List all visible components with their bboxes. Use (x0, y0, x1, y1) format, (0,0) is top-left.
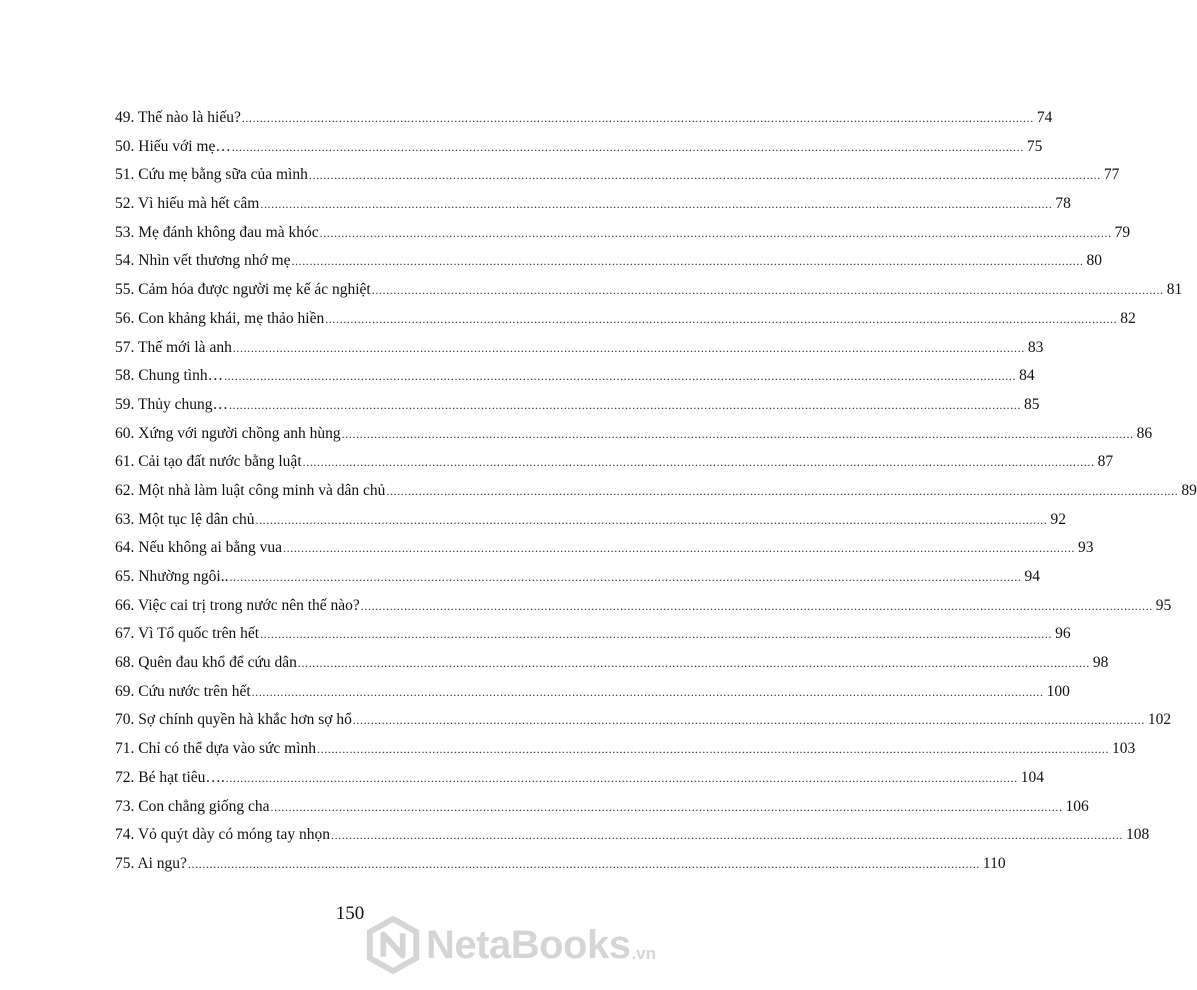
toc-dot-leader: ............................................................................................................................................................................................................................ (341, 426, 1134, 441)
toc-dot-leader: ............................................................................................................................................................................................................................ (255, 512, 1048, 527)
toc-entry-title: 61. Cải tạo đất nước bằng luật (115, 453, 302, 471)
toc-entry-title: 73. Con chẳng giống cha (115, 797, 270, 815)
toc-entry-title: 59. Thủy chung… (115, 395, 228, 413)
toc-entry-title: 63. Một tục lệ dân chủ (115, 510, 255, 528)
toc-entry-title: 68. Quên đau khổ để cứu dân (115, 654, 297, 672)
toc-entry-page: 95 (1155, 596, 1172, 614)
toc-dot-leader: ............................................................................................................................................................................................................................ (187, 856, 980, 871)
toc-entry (115, 334, 1044, 363)
toc-entry-title: 66. Việc cai trị trong nước nên thế nào? (115, 596, 360, 614)
toc-entry-page: 110 (982, 854, 1006, 872)
toc-entry-title: 74. Vỏ quýt dày có móng tay nhọn (115, 826, 330, 844)
toc-entry-page: 98 (1092, 654, 1109, 672)
watermark-brand: NetaBooks (426, 922, 631, 967)
toc-dot-leader: ............................................................................................................................................................................................................................ (228, 397, 1021, 412)
toc-entry-page: 74 (1036, 109, 1053, 126)
toc-entry-page: 83 (1027, 338, 1044, 356)
toc-entry (115, 161, 1120, 190)
toc-entry (115, 563, 1040, 592)
watermark-suffix: .vn (631, 944, 657, 963)
toc-dot-leader: ............................................................................................................................................................................................................................ (224, 369, 1017, 384)
toc-dot-leader: ............................................................................................................................................................................................................................ (241, 111, 1034, 125)
toc-entry-page: 81 (1166, 281, 1183, 299)
toc-dot-leader: ............................................................................................................................................................................................................................ (319, 225, 1112, 240)
toc-entry (115, 276, 1183, 305)
toc-entry (115, 706, 1172, 735)
toc-dot-leader: ............................................................................................................................................................................................................................ (297, 656, 1090, 671)
toc-entry-page: 79 (1114, 223, 1131, 241)
toc-dot-leader: ............................................................................................................................................................................................................................ (360, 598, 1153, 613)
toc-entry-title: 67. Vì Tổ quốc trên hết (115, 625, 260, 643)
toc-entry-title: 51. Cứu mẹ bằng sữa của mình (115, 166, 308, 184)
toc-dot-leader: ............................................................................................................................................................................................................................ (317, 742, 1110, 757)
toc-entry-page: 103 (1112, 740, 1136, 758)
toc-entry-page: 89 (1181, 481, 1197, 499)
toc-entry-page: 94 (1024, 568, 1040, 585)
toc-entry (115, 362, 1035, 391)
toc-dot-leader: ............................................................................................................................................................................................................................ (291, 254, 1084, 269)
toc-entry-page: 82 (1120, 309, 1136, 327)
toc-entry (115, 620, 1071, 649)
toc-entry-title: 55. Cảm hóa được người mẹ kế ác nghiệt (115, 281, 371, 299)
toc-dot-leader: ............................................................................................................................................................................................................................ (308, 168, 1101, 183)
toc-dot-leader: ............................................................................................................................................................................................................................ (260, 197, 1053, 212)
toc-entry (115, 190, 1071, 219)
toc-entry (115, 133, 1043, 162)
toc-entry-title: 75. Ai ngu? (115, 854, 187, 872)
toc-entry (115, 735, 1136, 764)
toc-dot-leader: ............................................................................................................................................................................................................................ (371, 283, 1164, 298)
toc-dot-leader: ............................................................................................................................................................................................................................ (231, 139, 1024, 154)
toc-entry (115, 219, 1131, 248)
toc-entry-title: 52. Vì hiếu mà hết câm (115, 195, 260, 213)
toc-dot-leader: ............................................................................................................................................................................................................................ (386, 483, 1179, 498)
toc-entry (115, 420, 1153, 449)
toc-entry-title: 69. Cứu nước trên hết (115, 682, 251, 700)
toc-entry-page: 85 (1023, 395, 1040, 413)
toc-entry (115, 850, 1006, 879)
page-number: 150 (335, 903, 365, 924)
toc-entry-page: 92 (1050, 510, 1066, 528)
toc-entry-title: 56. Con khảng khái, mẹ thảo hiền (115, 309, 325, 327)
toc-entry-title: 49. Thế nào là hiếu? (115, 109, 241, 126)
netabooks-logo-icon (364, 916, 422, 974)
toc-entry-title: 64. Nếu không ai bằng vua (115, 539, 283, 557)
toc-entry-title: 58. Chung tình… (115, 367, 224, 385)
toc-entry-title: 60. Xứng với người chồng anh hùng (115, 424, 341, 442)
toc-entry (115, 104, 1053, 133)
toc-dot-leader: ............................................................................................................................................................................................................................ (270, 799, 1063, 814)
toc-dot-leader: ............................................................................................................................................................................................................................ (330, 828, 1123, 843)
toc-entry (115, 793, 1089, 822)
toc-entry-page: 93 (1078, 539, 1094, 557)
toc-entry-title: 57. Thế mới là anh (115, 338, 232, 356)
toc-entry (115, 764, 1045, 793)
toc-entry-page: 77 (1103, 166, 1120, 184)
toc-entry (115, 821, 1150, 850)
toc-entry-page: 87 (1097, 453, 1114, 471)
toc-dot-leader: ............................................................................................................................................................................................................................ (283, 541, 1076, 556)
toc-dot-leader: ............................................................................................................................................................................................................................ (232, 340, 1025, 355)
toc-entry (115, 247, 1102, 276)
toc-entry-page: 80 (1086, 252, 1102, 270)
toc-entry-page: 106 (1065, 797, 1089, 815)
toc-dot-leader: ............................................................................................................................................................................................................................ (325, 311, 1118, 326)
toc-entry-page: 86 (1136, 424, 1153, 442)
toc-dot-leader: ............................................................................................................................................................................................................................ (352, 713, 1145, 728)
toc-entry-title: 72. Bé hạt tiêu…. (115, 768, 225, 786)
toc-entry (115, 305, 1136, 334)
watermark (364, 916, 656, 974)
toc-entry (115, 678, 1070, 707)
toc-entry-page: 100 (1046, 682, 1070, 700)
toc-dot-leader: ............................................................................................................................................................................................................................ (225, 770, 1018, 785)
toc-entry (115, 477, 1197, 506)
toc-entry-title: 53. Mẹ đánh không đau mà khóc (115, 223, 319, 241)
toc-entry-title: 70. Sợ chính quyền hà khắc hơn sợ hổ (115, 711, 352, 729)
toc-entry-title: 54. Nhìn vết thương nhớ mẹ (115, 252, 291, 270)
toc-entry-page: 102 (1147, 711, 1172, 729)
toc-entry-page: 108 (1125, 826, 1150, 844)
toc-entry (115, 391, 1040, 420)
toc-entry-title: 71. Chỉ có thể dựa vào sức mình (115, 740, 317, 758)
table-of-contents (115, 104, 1197, 879)
toc-entry-page: 96 (1055, 625, 1071, 643)
toc-entry (115, 448, 1114, 477)
toc-dot-leader: ............................................................................................................................................................................................................................ (251, 684, 1044, 699)
toc-entry-page: 75 (1026, 137, 1043, 155)
toc-entry-title: 65. Nhường ngôi.. (115, 568, 229, 585)
toc-entry-page: 84 (1019, 367, 1035, 385)
toc-entry (115, 506, 1066, 535)
toc-dot-leader: ............................................................................................................................................................................................................................ (302, 455, 1095, 470)
toc-entry (115, 649, 1109, 678)
toc-entry-title: 62. Một nhà làm luật công minh và dân chủ (115, 481, 386, 499)
toc-entry (115, 534, 1094, 563)
toc-dot-leader: ............................................................................................................................................................................................................................ (260, 627, 1053, 642)
toc-entry (115, 592, 1172, 621)
toc-entry-page: 78 (1055, 195, 1071, 213)
toc-entry-title: 50. Hiếu với mẹ… (115, 137, 231, 155)
toc-dot-leader: ............................................................................................................................................................................................................................ (229, 570, 1022, 584)
toc-entry-page: 104 (1020, 768, 1045, 786)
